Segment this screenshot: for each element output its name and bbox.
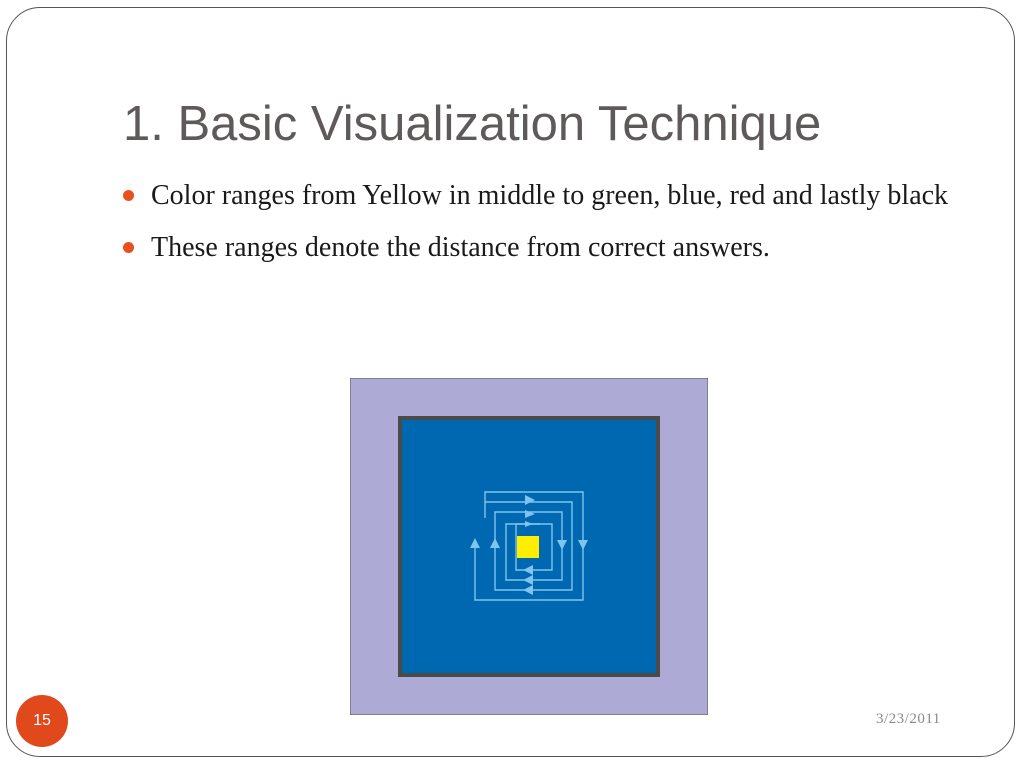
spiral-square-visualization-icon bbox=[350, 378, 708, 715]
bullet-text: Color ranges from Yellow in middle to green, blue, red and lastly black bbox=[151, 180, 949, 211]
bullet-dot-icon bbox=[123, 190, 134, 201]
center-yellow-square bbox=[517, 536, 539, 558]
spiral-visualization-figure bbox=[350, 378, 708, 715]
slide-date: 3/23/2011 bbox=[876, 711, 941, 727]
bullet-dot-icon bbox=[123, 242, 134, 253]
bullet-item bbox=[123, 174, 953, 218]
bullet-item bbox=[123, 226, 953, 270]
bullet-text: These ranges denote the distance from correct answers. bbox=[151, 232, 770, 263]
slide-title: 1. Basic Visualization Technique bbox=[123, 97, 822, 151]
slide-number-badge: 15 bbox=[16, 695, 68, 747]
bullet-list bbox=[123, 174, 953, 278]
